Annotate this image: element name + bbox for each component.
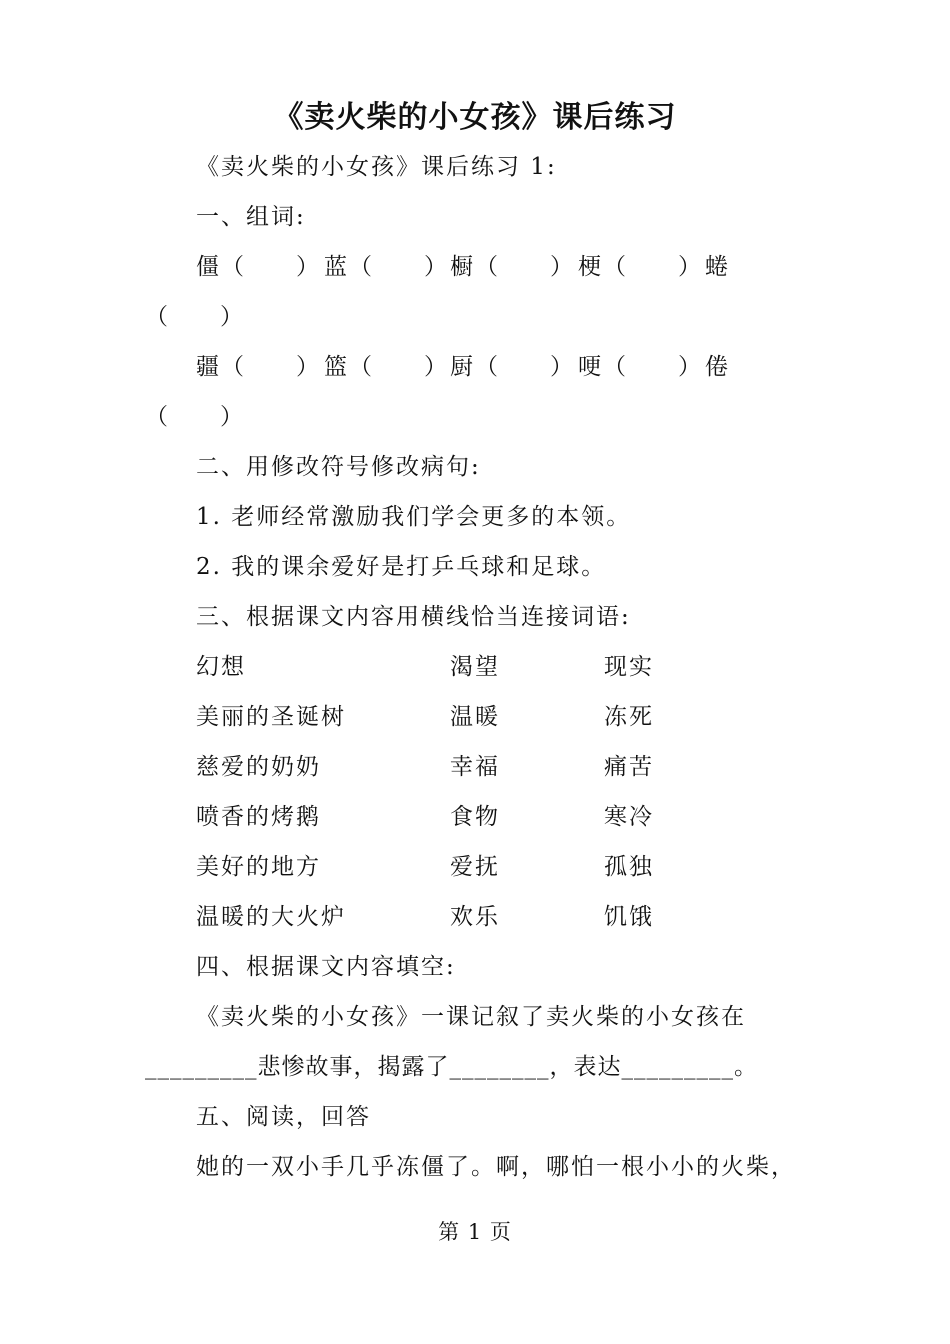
q3-col-c: 寒冷 [604, 804, 654, 830]
q5-heading: 五、阅读，回答 [196, 1104, 371, 1130]
q3-row [0, 802, 950, 832]
q1-row2-wrap: （ ） [145, 404, 245, 430]
q3-col-a: 喷香的烤鹅 [196, 804, 321, 830]
q2-item-1: 1. 老师经常激励我们学会更多的本领。 [196, 504, 632, 530]
q4-paragraph-line-2: _________悲惨故事，揭露了________，表达_________。 [145, 1054, 758, 1080]
q1-row2-item: 厨（ ） [450, 354, 575, 380]
q1-row2-item: 篮（ ） [324, 354, 449, 380]
q1-row1-item: 蜷 [705, 254, 730, 280]
q3-row [0, 752, 950, 782]
q3-col-a: 幻想 [196, 654, 246, 680]
q1-row-2 [0, 352, 950, 382]
q1-heading: 一、组词: [196, 204, 306, 230]
q1-row2-item: 疆（ ） [196, 354, 321, 380]
q3-row [0, 652, 950, 682]
q3-row [0, 852, 950, 882]
q3-col-b: 欢乐 [450, 904, 500, 930]
q5-passage-line-1: 她的一双小手几乎冻僵了。啊，哪怕一根小小的火柴， [196, 1154, 796, 1180]
q1-row2-item: 倦 [705, 354, 730, 380]
q3-col-b: 食物 [450, 804, 500, 830]
q3-col-b: 温暖 [450, 704, 500, 730]
q2-heading: 二、用修改符号修改病句: [196, 454, 481, 480]
q4-paragraph-line-1: 《卖火柴的小女孩》一课记叙了卖火柴的小女孩在 [196, 1004, 746, 1030]
q1-row-1 [0, 252, 950, 282]
q3-col-a: 温暖的大火炉 [196, 904, 346, 930]
q1-row1-item: 蓝（ ） [324, 254, 449, 280]
q4-heading: 四、根据课文内容填空: [196, 954, 456, 980]
page-number: 第 1 页 [438, 1220, 512, 1244]
q2-item-2: 2. 我的课余爱好是打乒乓球和足球。 [196, 554, 607, 580]
q3-col-b: 渴望 [450, 654, 500, 680]
q3-col-c: 现实 [604, 654, 654, 680]
q3-col-b: 爱抚 [450, 854, 500, 880]
q3-col-a: 美好的地方 [196, 854, 321, 880]
q3-col-c: 孤独 [604, 854, 654, 880]
q3-col-c: 痛苦 [604, 754, 654, 780]
q1-row1-item: 僵（ ） [196, 254, 321, 280]
q3-heading: 三、根据课文内容用横线恰当连接词语: [196, 604, 631, 630]
exercise-subtitle: 《卖火柴的小女孩》课后练习 1: [196, 154, 557, 180]
q1-row2-item: 哽（ ） [578, 354, 703, 380]
q1-row1-wrap: （ ） [145, 304, 245, 330]
q3-col-b: 幸福 [450, 754, 500, 780]
q3-col-c: 饥饿 [604, 904, 654, 930]
q3-col-a: 慈爱的奶奶 [196, 754, 321, 780]
q3-col-a: 美丽的圣诞树 [196, 704, 346, 730]
q3-col-c: 冻死 [604, 704, 654, 730]
q3-row [0, 702, 950, 732]
q1-row1-item: 橱（ ） [450, 254, 575, 280]
q1-row1-item: 梗（ ） [578, 254, 703, 280]
q3-row [0, 902, 950, 932]
document-title: 《卖火柴的小女孩》课后练习 [273, 100, 677, 135]
